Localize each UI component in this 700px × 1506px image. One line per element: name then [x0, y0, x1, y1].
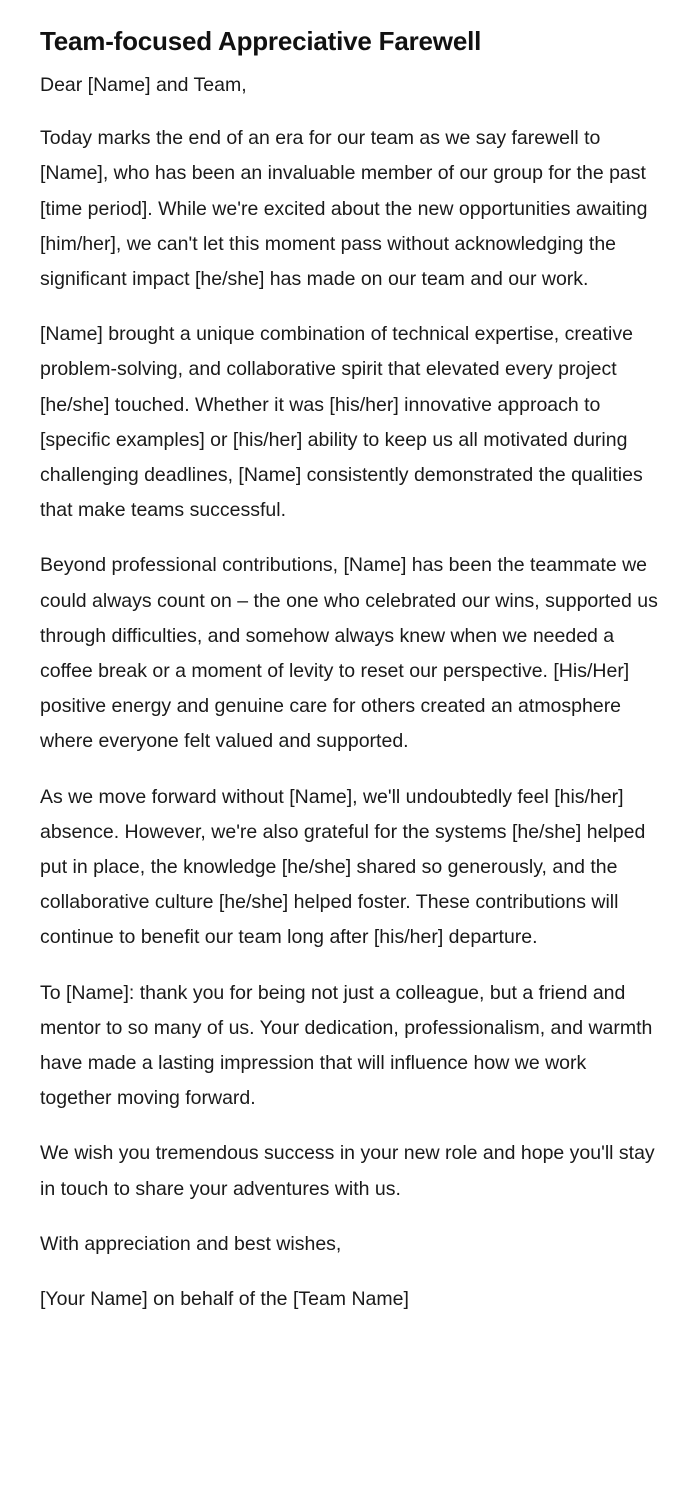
document-title: Team-focused Appreciative Farewell: [40, 26, 482, 56]
body-paragraph: [Name] brought a unique combination of technical expertise, creative problem-solving, and collaborative spirit that elevated every project [he/she] touched. Whether it was [his/her] innovative approach to [specific examples] or [his/her] ability to keep us all motivated during challenging deadlines, [Name] consistently demonstrated the qualities that make teams successful.: [40, 323, 643, 522]
body-paragraph: Today marks the end of an era for our team as we say farewell to [Name], who has been an invaluable member of our group for the past [time period]. While we're excited about the new opportunities awaiting [him/her], we can't let this moment pass without acknowledging the significant impact [he/she] has made on our team and our work.: [40, 127, 648, 291]
letter-signature: [Your Name] on behalf of the [Team Name]: [40, 1288, 409, 1311]
letter-greeting: Dear [Name] and Team,: [40, 74, 247, 96]
body-paragraph: As we move forward without [Name], we'll undoubtedly feel [his/her] absence. However, we're also grateful for the systems [he/she] helped put in place, the knowledge [he/she] shared so generously, and the collaborative culture [he/she] helped foster. These contributions will continue to benefit our team long after [his/her] departure.: [40, 785, 646, 949]
letter-closing: With appreciation and best wishes,: [40, 1232, 342, 1255]
body-paragraph: To [Name]: thank you for being not just a colleague, but a friend and mentor to so many of us. Your dedication, professionalism, and warmth have made a lasting impression that will influence how we work together moving forward.: [40, 981, 653, 1110]
body-paragraph: Beyond professional contributions, [Name] has been the teammate we could always count on – the one who celebrated our wins, supported us through difficulties, and somehow always knew when we needed a coffee break or a moment of levity to reset our perspective. [His/Her] positive energy and genuine care for others created an atmosphere where everyone felt valued and supported.: [40, 554, 658, 753]
body-paragraph: We wish you tremendous success in your new role and hope you'll stay in touch to share your adventures with us.: [40, 1142, 655, 1200]
